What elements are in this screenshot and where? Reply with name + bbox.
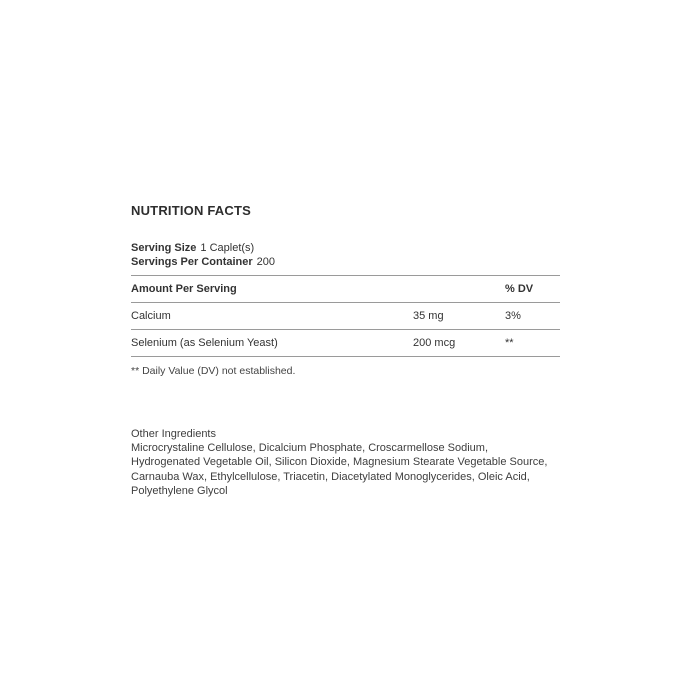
servings-per-container [131,255,560,269]
nutrient-dv: ** [505,337,514,349]
nutrition-panel [131,203,560,498]
serving-info [131,241,560,269]
dv-footnote: ** Daily Value (DV) not established. [131,365,296,377]
other-ingredients [131,427,560,498]
serving-size [131,241,560,255]
servings-per-container-label: Servings Per Container [131,256,253,268]
ingredients-line: Carnauba Wax, Ethylcellulose, Triacetin, Diacetylated Monoglycerides, Oleic Acid, [131,470,530,483]
ingredients-line: Polyethylene Glycol [131,484,228,497]
header-daily-value: % DV [505,283,534,295]
page-title: NUTRITION FACTS [131,203,251,218]
table-row [131,303,560,330]
nutrient-amount: 35 mg [413,310,444,322]
nutrient-name: Selenium (as Selenium Yeast) [131,337,278,349]
ingredients-line: Hydrogenated Vegetable Oil, Silicon Dioxide, Magnesium Stearate Vegetable Source, [131,456,548,469]
nutrient-name: Calcium [131,310,171,322]
ingredients-line: Microcrystaline Cellulose, Dicalcium Phosphate, Croscarmellose Sodium, [131,442,489,455]
nutrition-table [131,275,560,357]
ingredients-heading: Other Ingredients [131,428,216,440]
servings-per-container-value: 200 [256,256,276,268]
table-header-row [131,276,560,303]
serving-size-value: 1 Caplet(s) [200,242,255,254]
serving-size-label: Serving Size [131,242,197,254]
nutrient-dv: 3% [505,310,521,322]
header-amount-per-serving: Amount Per Serving [131,283,237,295]
table-row [131,330,560,357]
nutrient-amount: 200 mcg [413,337,456,349]
